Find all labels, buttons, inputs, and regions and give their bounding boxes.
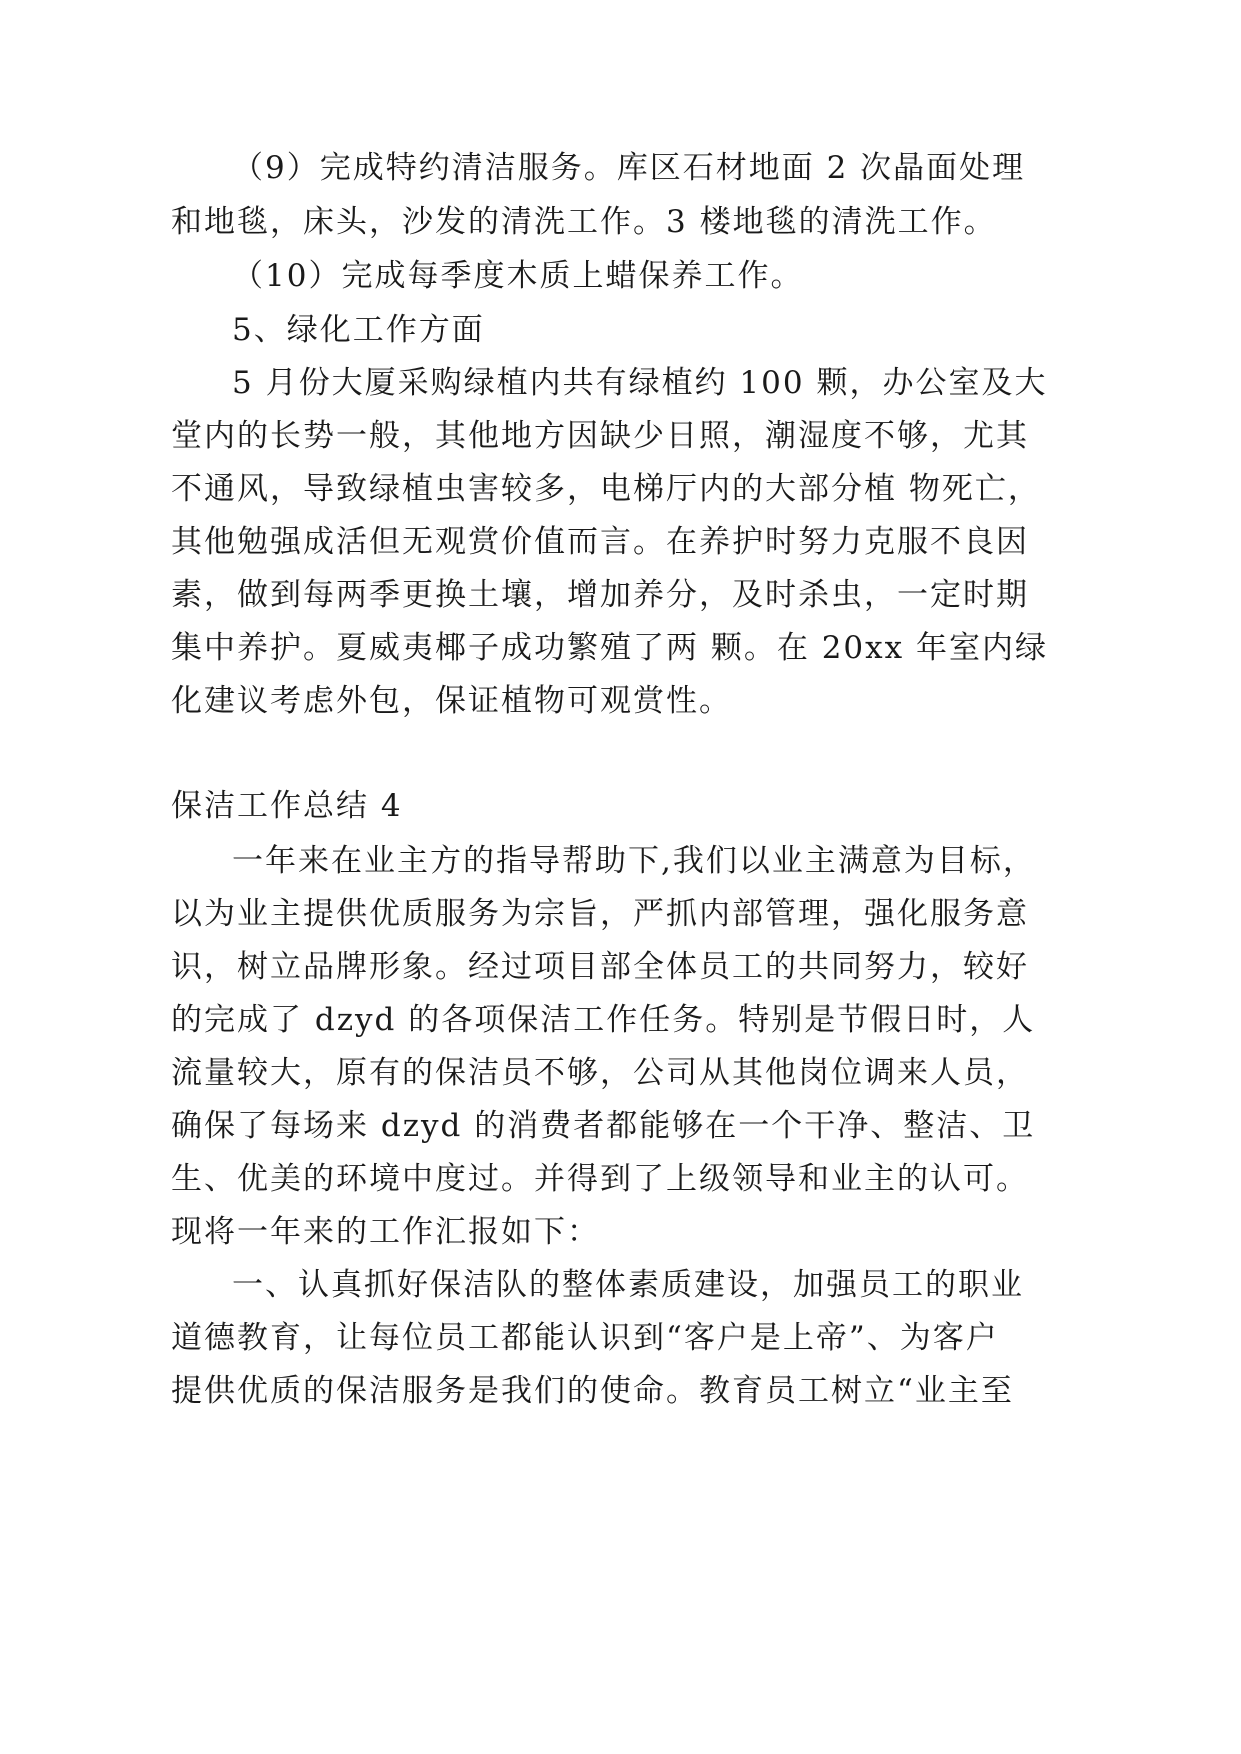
paragraph-line: （9）完成特约清洁服务。库区石材地面 2 次晶面处理 (232, 150, 1026, 186)
section-heading: 5、绿化工作方面 (232, 312, 485, 348)
paragraph-line: 的完成了 dzyd 的各项保洁工作任务。特别是节假日时，人 (171, 1002, 1036, 1038)
paragraph-line: 不通风，导致绿植虫害较多，电梯厅内的大部分植 物死亡， (171, 471, 1041, 507)
paragraph-line: （10）完成每季度木质上蜡保养工作。 (232, 258, 804, 294)
paragraph-line: 其他勉强成活但无观赏价值而言。在养护时努力克服不良因 (171, 524, 1029, 560)
paragraph-line: 以为业主提供优质服务为宗旨，严抓内部管理，强化服务意 (171, 896, 1029, 932)
section-title: 保洁工作总结 4 (171, 788, 403, 824)
paragraph-line: 集中养护。夏威夷椰子成功繁殖了两 颗。在 20xx 年室内绿 (171, 630, 1048, 666)
paragraph-line: 素，做到每两季更换土壤，增加养分，及时杀虫，一定时期 (171, 577, 1029, 613)
paragraph-line: 道德教育，让每位员工都能认识到“客户是上帝”、为客户 (171, 1320, 999, 1356)
paragraph-line: 和地毯，床头，沙发的清洗工作。3 楼地毯的清洗工作。 (171, 204, 997, 240)
paragraph-line: 堂内的长势一般，其他地方因缺少日照，潮湿度不够，尤其 (171, 418, 1029, 454)
paragraph-line: 确保了每场来 dzyd 的消费者都能够在一个干净、整洁、卫 (171, 1108, 1036, 1144)
paragraph-line: 化建议考虑外包，保证植物可观赏性。 (171, 683, 732, 719)
paragraph-line: 识，树立品牌形象。经过项目部全体员工的共同努力，较好 (171, 949, 1029, 985)
paragraph-line: 生、优美的环境中度过。并得到了上级领导和业主的认可。 (171, 1161, 1029, 1197)
paragraph-line: 现将一年来的工作汇报如下： (171, 1214, 600, 1250)
paragraph-line: 一、认真抓好保洁队的整体素质建设，加强员工的职业 (232, 1267, 1024, 1303)
paragraph-line: 流量较大，原有的保洁员不够，公司从其他岗位调来人员， (171, 1055, 1029, 1091)
paragraph-line: 一年来在业主方的指导帮助下,我们以业主满意为目标， (232, 843, 1036, 879)
paragraph-line: 提供优质的保洁服务是我们的使命。教育员工树立“业主至 (171, 1373, 1014, 1409)
paragraph-line: 5 月份大厦采购绿植内共有绿植约 100 颗，办公室及大 (232, 365, 1048, 401)
